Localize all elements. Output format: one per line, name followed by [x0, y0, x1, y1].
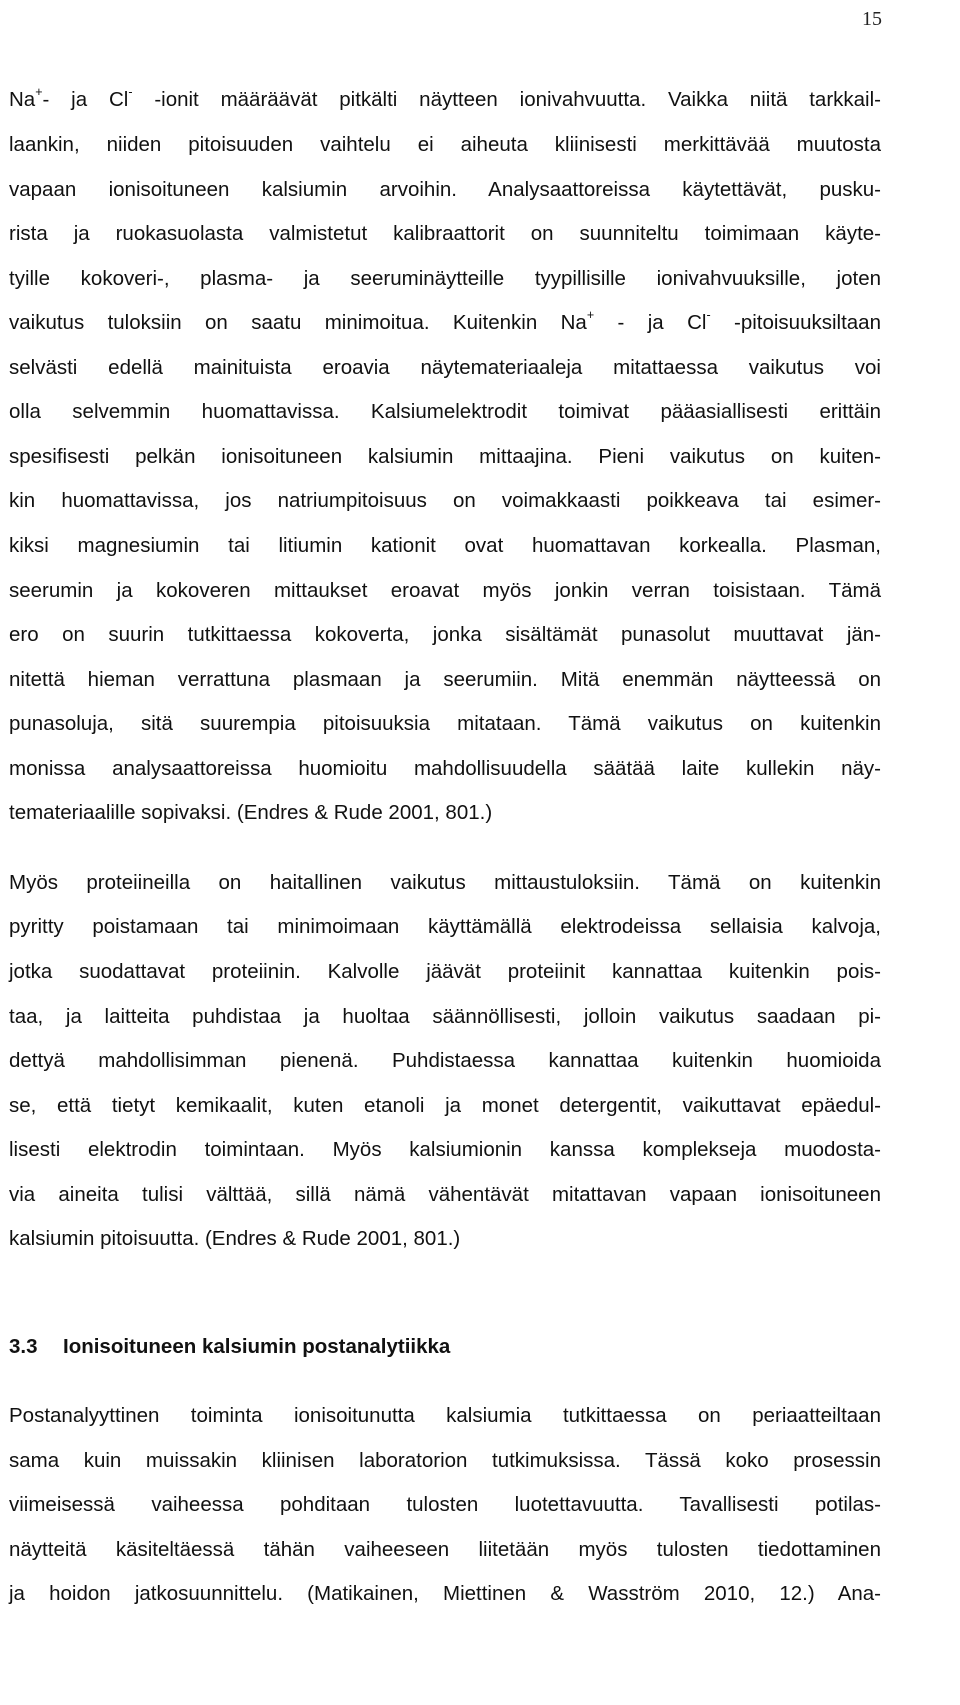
- text-line: pyritty poistamaan tai minimoimaan käyttämällä elektrodeissa sellaisia kalvoja,: [9, 915, 881, 938]
- section-heading: [9, 1333, 450, 1361]
- text-line: kiksi magnesiumin tai litiumin kationit ovat huomattavan korkealla. Plasman,: [9, 534, 881, 557]
- page-number: 15: [862, 8, 882, 30]
- text-line: spesifisesti pelkän ionisoituneen kalsiumin mittaajina. Pieni vaikutus on kuiten-: [9, 445, 881, 468]
- text-line: kalsiumin pitoisuutta. (Endres & Rude 2001, 801.): [9, 1227, 461, 1250]
- text-line: jotka suodattavat proteiinin. Kalvolle jäävät proteiinit kannattaa kuitenkin pois-: [9, 960, 881, 983]
- text-line: nitettä hieman verrattuna plasmaan ja seerumiin. Mitä enemmän näytteessä on: [9, 668, 881, 691]
- section-number: 3.3: [9, 1335, 38, 1358]
- text-line: vapaan ionisoituneen kalsiumin arvoihin. Analysaattoreissa käytettävät, pusku-: [9, 178, 881, 201]
- text-line: ero on suurin tutkittaessa kokoverta, jonka sisältämät punasolut muuttavat jän-: [9, 623, 881, 646]
- text-line: tyille kokoveri-, plasma- ja seeruminäytteille tyypillisille ionivahvuuksille, joten: [9, 267, 881, 290]
- text-line: seerumin ja kokoveren mittaukset eroavat myös jonkin verran toisistaan. Tämä: [9, 579, 881, 602]
- text-line: ja hoidon jatkosuunnittelu. (Matikainen, Miettinen & Wasström 2010, 12.) Ana-: [9, 1582, 881, 1605]
- text-line: vaikutus tuloksiin on saatu minimoitua. Kuitenkin Na+ - ja Cl- -pitoisuuksiltaan: [9, 308, 881, 334]
- text-line: se, että tietyt kemikaalit, kuten etanoli ja monet detergentit, vaikuttavat epäedul-: [9, 1094, 881, 1117]
- text-line: laankin, niiden pitoisuuden vaihtelu ei aiheuta kliinisesti merkittävää muutosta: [9, 133, 881, 156]
- section-title: Ionisoituneen kalsiumin postanalytiikka: [63, 1335, 451, 1358]
- text-line: via aineita tulisi välttää, sillä nämä vähentävät mitattavan vapaan ionisoituneen: [9, 1183, 881, 1206]
- text-line: punasoluja, sitä suurempia pitoisuuksia mitataan. Tämä vaikutus on kuitenkin: [9, 712, 881, 735]
- text-line: viimeisessä vaiheessa pohditaan tulosten luotettavuutta. Tavallisesti potilas-: [9, 1493, 881, 1516]
- text-line: taa, ja laitteita puhdistaa ja huoltaa säännöllisesti, jolloin vaikutus saadaan pi-: [9, 1005, 881, 1028]
- text-line: näytteitä käsiteltäessä tähän vaiheeseen liitetään myös tulosten tiedottaminen: [9, 1538, 881, 1561]
- text-line: rista ja ruokasuolasta valmistetut kalibraattorit on suunniteltu toimimaan käyte-: [9, 222, 881, 245]
- text-line: Postanalyyttinen toiminta ionisoitunutta kalsiumia tutkittaessa on periaatteiltaan: [9, 1404, 881, 1427]
- text-line: lisesti elektrodin toimintaan. Myös kalsiumionin kanssa komplekseja muodosta-: [9, 1138, 881, 1161]
- text-line: temateriaalille sopivaksi. (Endres & Rude 2001, 801.): [9, 801, 493, 824]
- text-line: selvästi edellä mainituista eroavia näytemateriaaleja mitattaessa vaikutus voi: [9, 356, 881, 379]
- text-line: dettyä mahdollisimman pienenä. Puhdistaessa kannattaa kuitenkin huomioida: [9, 1049, 881, 1072]
- text-line: Myös proteiineilla on haitallinen vaikutus mittaustuloksiin. Tämä on kuitenkin: [9, 871, 881, 894]
- text-line: monissa analysaattoreissa huomioitu mahdollisuudella säätää laite kullekin näy-: [9, 757, 881, 780]
- text-line: sama kuin muissakin kliinisen laboratorion tutkimuksissa. Tässä koko prosessin: [9, 1449, 881, 1472]
- text-line: Na+- ja Cl- -ionit määräävät pitkälti näytteen ionivahvuutta. Vaikka niitä tarkkail-: [9, 85, 881, 111]
- text-line: olla selvemmin huomattavissa. Kalsiumelektrodit toimivat pääasiallisesti erittäin: [9, 400, 881, 423]
- text-line: kin huomattavissa, jos natriumpitoisuus on voimakkaasti poikkeava tai esimer-: [9, 489, 881, 512]
